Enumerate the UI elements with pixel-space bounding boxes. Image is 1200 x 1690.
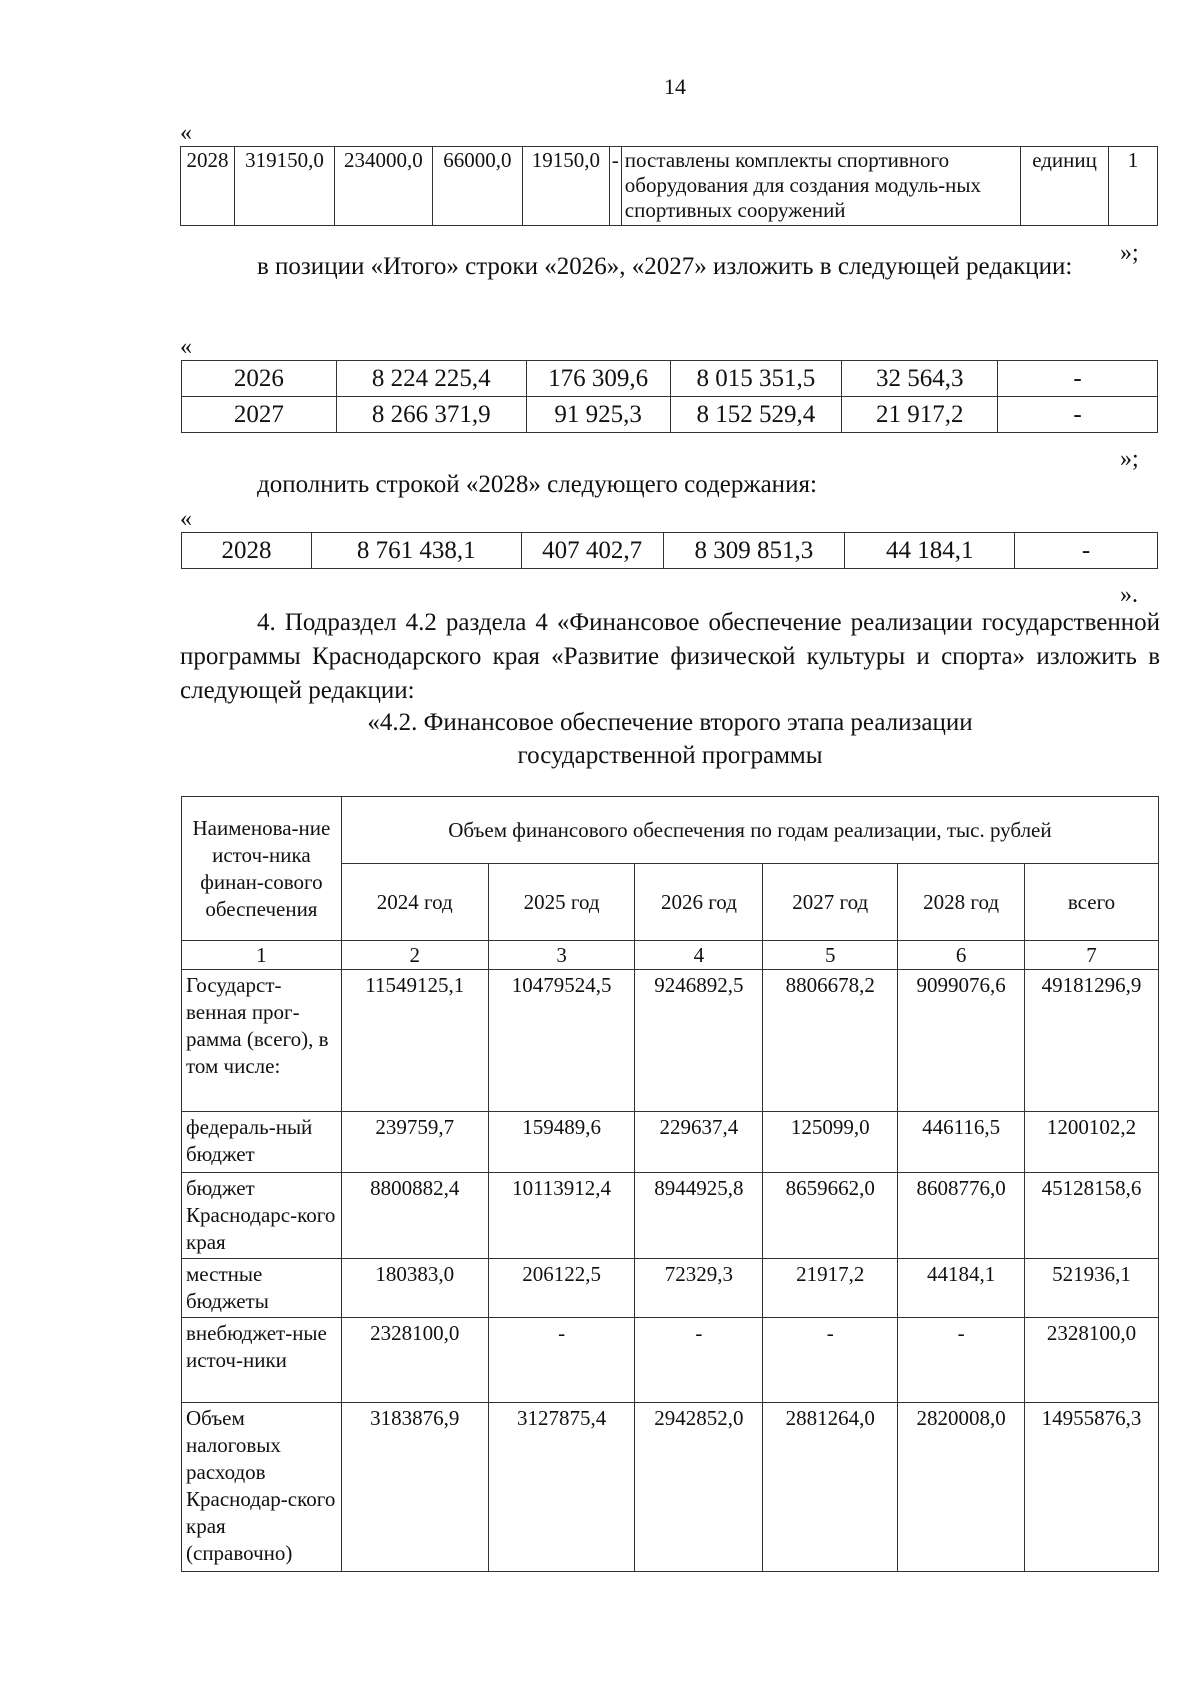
table-cell: - [763,1318,898,1403]
quote-close-2: »; [1120,446,1139,472]
table-cell: 44184,1 [898,1259,1025,1318]
table-cell: 66000,0 [432,147,522,226]
table-cell: 8 266 371,9 [336,397,526,433]
column-header-year: 2024 год [341,864,488,941]
table-header-row [182,797,1159,864]
column-number: 2 [341,941,488,970]
column-number: 5 [763,941,898,970]
table-cell: 8800882,4 [341,1173,488,1259]
table-row [182,397,1158,433]
table-cell: 2328100,0 [1025,1318,1159,1403]
table-cell: 446116,5 [898,1112,1025,1173]
row-label: Объем налоговых расходов Краснодар-ского края (справочно) [182,1403,342,1572]
column-number: 7 [1025,941,1159,970]
table-cell: 8 224 225,4 [336,361,526,397]
table-cell: 2881264,0 [763,1403,898,1572]
table-row [182,1173,1159,1259]
table-cell: - [488,1318,635,1403]
quote-close-1: »; [1120,240,1139,266]
itogo-table [181,360,1158,433]
table-cell: 176 309,6 [526,361,670,397]
table-row [181,147,1158,226]
column-number: 3 [488,941,635,970]
table-cell: 8 309 851,3 [663,533,845,569]
table-cell: 3183876,9 [341,1403,488,1572]
row-2028-table [180,146,1158,226]
table-cell: 1 [1109,147,1158,226]
table-cell: 8659662,0 [763,1173,898,1259]
table-row [182,533,1158,569]
column-number: 1 [182,941,342,970]
table-cell: 239759,7 [341,1112,488,1173]
quote-open-3: « [180,506,192,532]
table-cell: 319150,0 [234,147,334,226]
table-cell: 3127875,4 [488,1403,635,1572]
column-number-row [182,941,1159,970]
column-header-year: 2025 год [488,864,635,941]
column-header-year: 2028 год [898,864,1025,941]
quote-close-3: ». [1120,582,1138,608]
table-row [182,970,1159,1112]
table-cell: 8 761 438,1 [311,533,521,569]
page-number: 14 [664,74,686,99]
table-cell: 206122,5 [488,1259,635,1318]
table-cell: 2942852,0 [635,1403,763,1572]
table-cell: 10479524,5 [488,970,635,1112]
table-cell: единиц [1021,147,1109,226]
paragraph-add-row: дополнить строкой «2028» следующего содержания: [257,471,817,498]
table-cell: 234000,0 [334,147,432,226]
table-cell: 8806678,2 [763,970,898,1112]
table-cell: 49181296,9 [1025,970,1159,1112]
table-cell: 1200102,2 [1025,1112,1159,1173]
table-cell: 407 402,7 [521,533,663,569]
table-cell: 9099076,6 [898,970,1025,1112]
row-2028-totals-table [181,532,1158,569]
table-cell: 2027 [182,397,337,433]
row-label: бюджет Краснодарс-кого края [182,1173,342,1259]
finance-table [181,796,1159,1572]
row-label: внебюджет-ные источ-ники [182,1318,342,1403]
column-header-total: всего [1025,864,1159,941]
table-cell: - [635,1318,763,1403]
table-cell: - [609,147,621,226]
table-cell: 180383,0 [341,1259,488,1318]
table-cell: 2026 [182,361,337,397]
table-cell: - [998,397,1158,433]
table-cell: 10113912,4 [488,1173,635,1259]
table-cell: 91 925,3 [526,397,670,433]
table-cell: 2328100,0 [341,1318,488,1403]
paragraph-subsection: 4. Подраздел 4.2 раздела 4 «Финансовое обеспечение реализации государственной программы Краснодарского края «Развитие физической культуры и спорта» изложить в следующей редакции: [180,609,1160,704]
heading-line-1: «4.2. Финансовое обеспечение второго этапа реализации [367,709,973,736]
table-row [182,1112,1159,1173]
table-cell: 21 917,2 [842,397,998,433]
table-row [182,1318,1159,1403]
table-cell: - [1015,533,1158,569]
column-header-year: 2026 год [635,864,763,941]
table-cell: 72329,3 [635,1259,763,1318]
table-row [182,1403,1159,1572]
column-header-year: 2027 год [763,864,898,941]
row-label: местные бюджеты [182,1259,342,1318]
quote-open-2: « [180,334,192,360]
table-cell: - [898,1318,1025,1403]
table-cell: 8 015 351,5 [670,361,842,397]
table-row [182,1259,1159,1318]
table-cell: 2820008,0 [898,1403,1025,1572]
row-label: федераль-ный бюджет [182,1112,342,1173]
column-number: 6 [898,941,1025,970]
table-cell: 2028 [182,533,312,569]
table-cell: 159489,6 [488,1112,635,1173]
table-cell: 19150,0 [522,147,609,226]
table-cell: 8608776,0 [898,1173,1025,1259]
table-cell: 229637,4 [635,1112,763,1173]
column-header-group: Объем финансового обеспечения по годам реализации, тыс. рублей [341,797,1158,864]
table-cell: 32 564,3 [842,361,998,397]
table-cell: - [998,361,1158,397]
table-cell: 2028 [181,147,235,226]
column-number: 4 [635,941,763,970]
table-cell: 9246892,5 [635,970,763,1112]
row-label: Государст-венная прог-рамма (всего), в том числе: [182,970,342,1112]
section-heading [180,706,1160,772]
table-cell: 8 152 529,4 [670,397,842,433]
paragraph-itogo: в позиции «Итого» строки «2026», «2027» изложить в следующей редакции: [257,253,1073,280]
table-cell: 21917,2 [763,1259,898,1318]
quote-open-1: « [180,120,192,146]
column-header-source: Наименова-ние источ-ника финан-сового обеспечения [182,797,342,941]
table-cell: 125099,0 [763,1112,898,1173]
table-cell: 521936,1 [1025,1259,1159,1318]
table-cell: 14955876,3 [1025,1403,1159,1572]
table-cell: 11549125,1 [341,970,488,1112]
table-row [182,361,1158,397]
table-cell: поставлены комплекты спортивного оборудования для создания модуль-ных спортивных сооружений [621,147,1020,226]
table-cell: 45128158,6 [1025,1173,1159,1259]
table-cell: 8944925,8 [635,1173,763,1259]
heading-line-2: государственной программы [517,742,823,769]
table-cell: 44 184,1 [845,533,1015,569]
